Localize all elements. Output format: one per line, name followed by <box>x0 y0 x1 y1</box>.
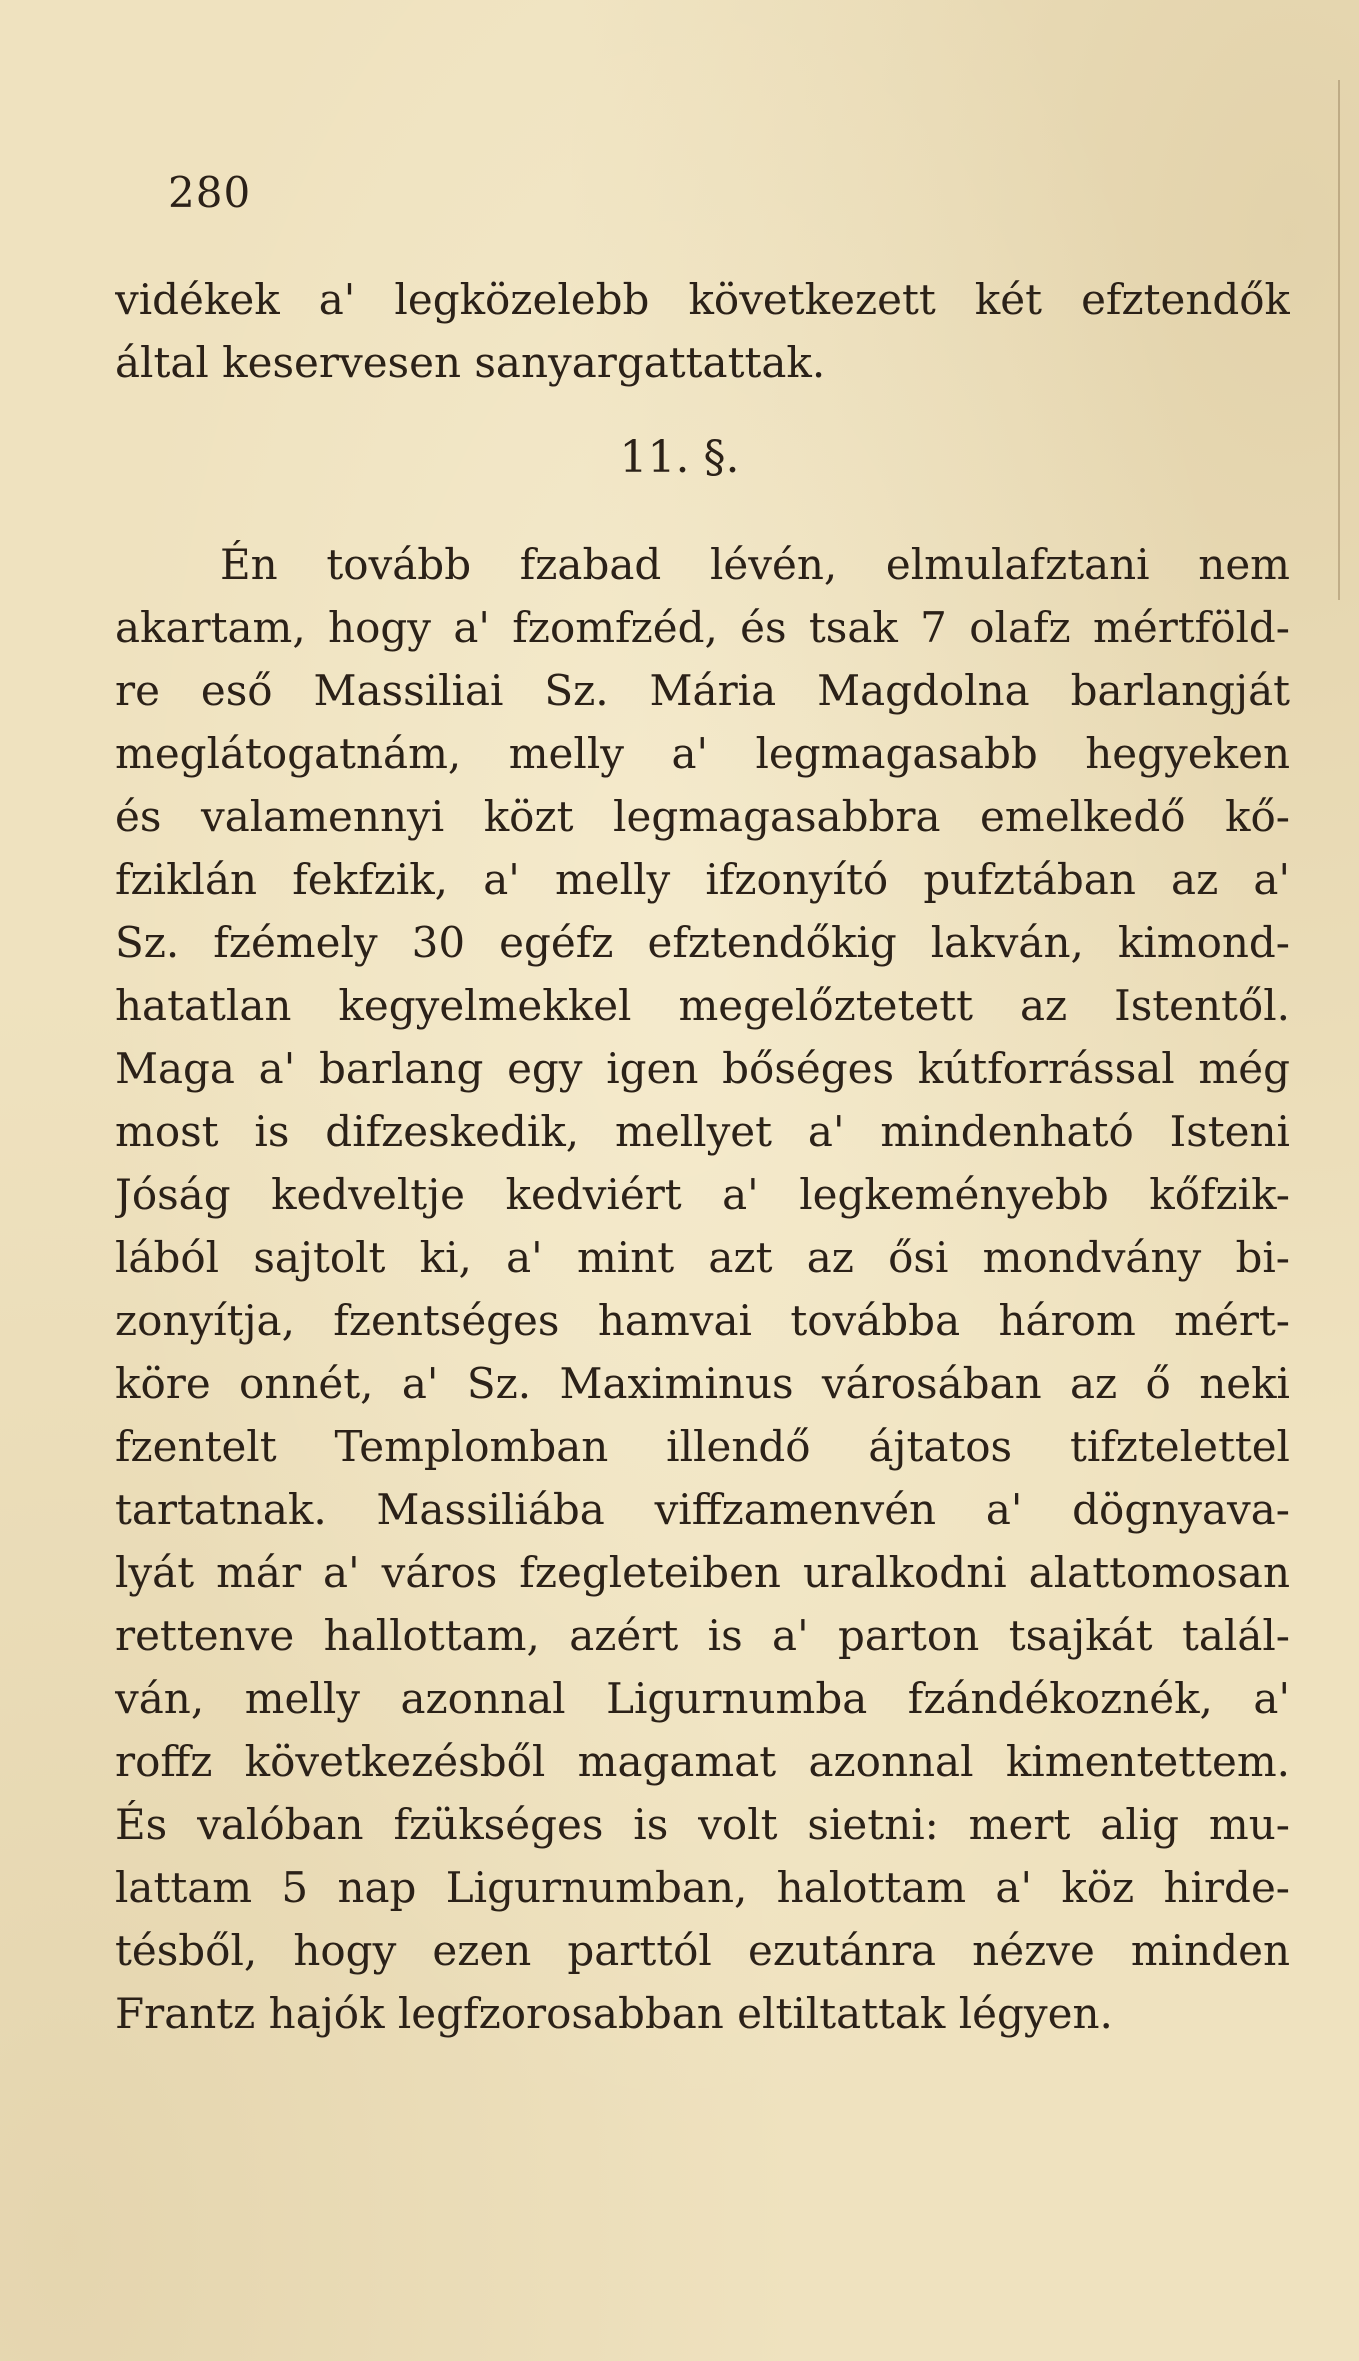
text-line: és valamennyi közt legmagasabbra emelkedő kő- <box>115 792 1290 841</box>
text-line: köre onnét, a' Sz. Maximinus városában az ő neki <box>115 1359 1290 1408</box>
text-line: által keservesen sanyargattattak. <box>115 338 826 387</box>
text-line: zonyítja, fzentséges hamvai továbba három mért- <box>115 1296 1290 1345</box>
text-line: Frantz hajók legfzorosabban eltiltattak légyen. <box>115 1989 1113 2038</box>
text-line: rettenve hallottam, azért is a' parton tsajkát talál- <box>115 1611 1290 1660</box>
text-line: Én tovább fzabad lévén, elmulafztani nem <box>220 540 1290 589</box>
text-line: fziklán fekfzik, a' melly ifzonyító pufztában az a' <box>115 855 1290 904</box>
text-line: És valóban fzükséges is volt sietni: mert alig mu- <box>115 1800 1290 1849</box>
text-line: most is difzeskedik, mellyet a' mindenható Isteni <box>115 1107 1290 1156</box>
paragraph <box>115 533 1290 2045</box>
opening-text <box>115 268 1290 394</box>
text-line: tartatnak. Massiliába viffzamenvén a' dögnyava- <box>115 1485 1290 1534</box>
text-line: Sz. fzémely 30 egéfz efztendőkig lakván, kimond- <box>115 918 1290 967</box>
text-line: Maga a' barlang egy igen bőséges kútforrással még <box>115 1044 1290 1093</box>
text-line: akartam, hogy a' fzomfzéd, és tsak 7 olafz mértföld- <box>115 603 1290 652</box>
text-line: lából sajtolt ki, a' mint azt az ősi mondvány bi- <box>115 1233 1290 1282</box>
text-line: vidékek a' legközelebb következett két efztendők <box>115 275 1290 324</box>
text-line: re eső Massiliai Sz. Mária Magdolna barlangját <box>115 666 1290 715</box>
text-line: fzentelt Templomban illendő ájtatos tifztelettel <box>115 1422 1290 1471</box>
text-line: roffz következésből magamat azonnal kimentettem. <box>115 1737 1290 1786</box>
text-line: meglátogatnám, melly a' legmagasabb hegyeken <box>115 729 1290 778</box>
page-number: 280 <box>168 168 252 217</box>
page-edge-shadow <box>1338 80 1340 600</box>
text-line: lyát már a' város fzegleteiben uralkodni alattomosan <box>115 1548 1290 1597</box>
text-line: tésből, hogy ezen parttól ezutánra nézve minden <box>115 1926 1290 1975</box>
text-line: Jóság kedveltje kedviért a' legkeményebb kőfzik- <box>115 1170 1290 1219</box>
text-line: ván, melly azonnal Ligurnumba fzándékoznék, a' <box>115 1674 1290 1723</box>
text-line: lattam 5 nap Ligurnumban, halottam a' köz hirde- <box>115 1863 1290 1912</box>
section-heading: 11. §. <box>619 432 740 483</box>
text-line: hatatlan kegyelmekkel megelőztetett az Istentől. <box>115 981 1290 1030</box>
